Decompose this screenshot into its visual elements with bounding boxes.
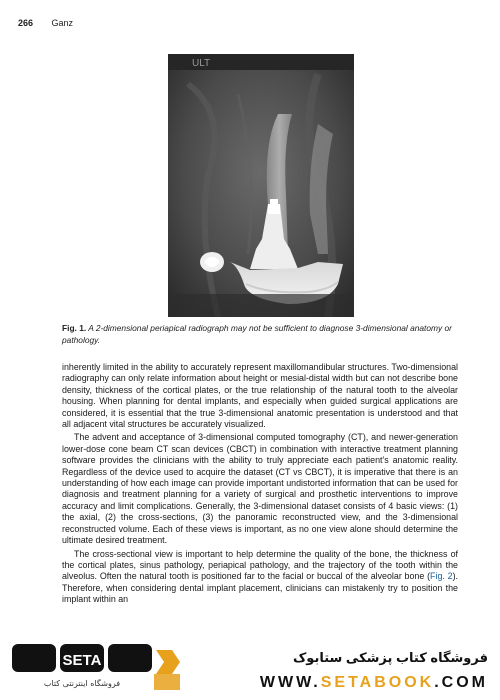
paragraph-3-end: ). Therefore, when considering dental implant placement, clinicians can mistakenly try to position the implant within an xyxy=(62,571,458,605)
periapical-radiograph-image xyxy=(168,54,354,317)
svg-text:فروشگاه اینترنتی کتاب: فروشگاه اینترنتی کتاب xyxy=(43,679,121,688)
paragraph-3 xyxy=(62,549,458,606)
figure-caption xyxy=(62,323,462,346)
paragraph-2: The advent and acceptance of 3-dimensional computed tomography (CT), and newer-generation lower-dose cone beam CT scan devices (CBCT) in combination with interactive treatment planning software provides the clinicians with the ability to truly appreciate each patient’s anatomic reality. Regardless of the device used to acquire the dataset (CT vs CBCT), it is imperative that there is an understanding of how each image can provide important undistorted information that can be used for diagnosis and treatment planning for a variety of surgical and prosthetic interventions to improve accuracy and limit complications. Generally, the 3-dimensional dataset consists of 4 basic views: (1) the axial, (2) the cross-sections, (3) the panoramic reconstructed view, and the 3-dimensional reconstructed volume. Each of these views is important, as no one view alone should determine the ultimate desired treatment. xyxy=(62,432,458,546)
page-number: 266 xyxy=(18,18,34,28)
publisher-watermark-banner xyxy=(0,640,500,700)
store-title-persian: فروشگاه کتاب پزشکی ستابوک xyxy=(292,650,488,665)
running-title: Ganz xyxy=(51,18,74,28)
figure-2-reference-link[interactable]: Fig. 2 xyxy=(430,571,453,582)
figure-caption-text: A 2-dimensional periapical radiograph may not be sufficient to diagnose 3-dimensional anatomy or pathology. xyxy=(62,323,452,345)
paragraph-1: inherently limited in the ability to accurately represent maxillomandibular structures. Two-dimensional radiography can only relate information about height or mesial-distal width but can not describe bone density, thickness of the cortical plates, or the true relationship of the natural tooth to the alveolar housing. When planning for dental implants, and especially when guided surgical applications are considered, it is essential that the true 3-dimensional anatomic presentation is understood and that all adjacent vital structures be accurately visualized. xyxy=(62,362,458,430)
paragraph-3-start: The cross-sectional view is important to help determine the quality of the bone, the thickness of the cortical plates, sinus pathology, periapical pathology, and the trajectory of the tooth within the alveolus. Often the natural tooth is positioned far to the facial or buccal of the alveolar bone ( xyxy=(62,548,458,582)
url-brand: SETABOOK xyxy=(320,674,435,691)
radiograph-illustration xyxy=(168,54,354,317)
running-header xyxy=(18,18,73,28)
setabook-logo xyxy=(4,640,184,700)
url-prefix: WWW. xyxy=(259,674,321,691)
url-suffix: .COM xyxy=(434,674,488,691)
figure-label: Fig. 1. xyxy=(62,323,87,333)
store-url[interactable] xyxy=(260,674,488,692)
body-text xyxy=(62,362,458,608)
svg-text:SETA: SETA xyxy=(62,652,102,669)
svg-text:ULT: ULT xyxy=(192,58,211,69)
